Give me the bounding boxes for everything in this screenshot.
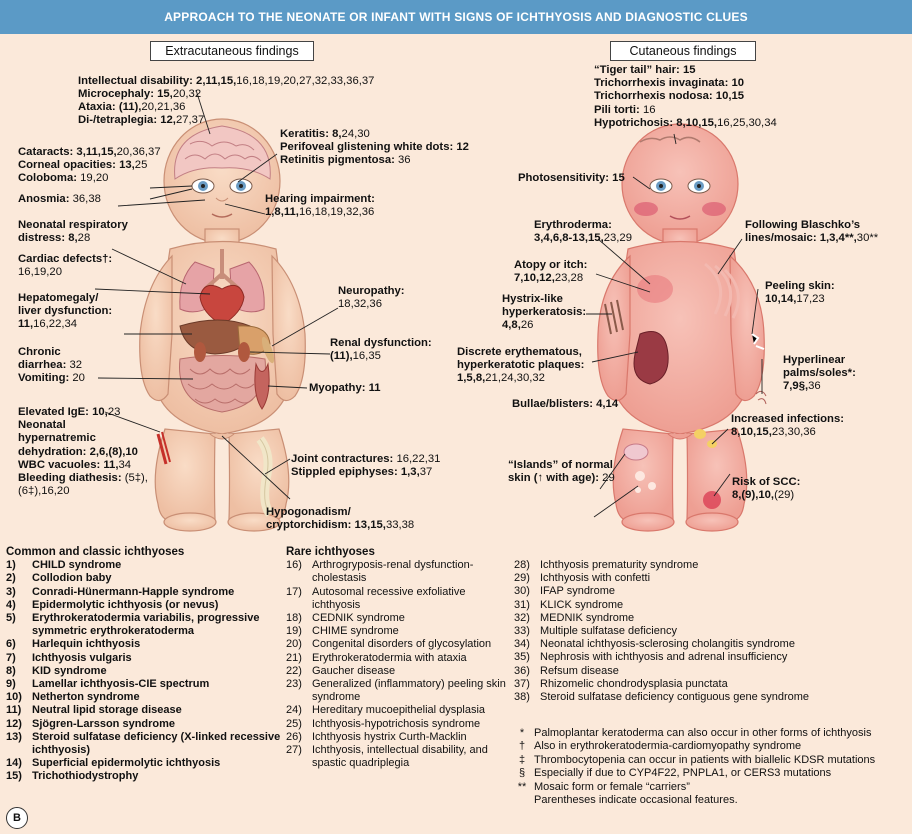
list-item: 14) Superficial epidermolytic ichthyosis: [6, 757, 221, 770]
list-item: 35) Nephrosis with ichthyosis and adrenal insufficiency: [514, 651, 788, 664]
list-item: 6) Harlequin ichthyosis: [6, 638, 141, 651]
label-microcephaly: Microcephaly: 15,20,32: [78, 88, 202, 100]
list-item: 21) Erythrokeratodermia with ataxia: [286, 651, 467, 664]
label-joint: Joint contractures: 16,22,31 Stippled epiphyses: 1,3,37: [291, 453, 441, 479]
label-hypogonadism: Hypogonadism/ cryptorchidism: 13,15,33,38: [266, 506, 415, 532]
list-item: 22) Gaucher disease: [286, 664, 396, 677]
label-keratitis: Keratitis: 8,24,30 Perifoveal glistening white dots: 12 Retinitis pigmentosa: 36: [280, 128, 469, 167]
panel-letter: B: [6, 807, 28, 829]
label-hair: “Tiger tail” hair: 15 Trichorrhexis invaginata: 10 Trichorrhexis nodosa: 10,15 Pili torti: 16 Hypotrichosis: 8,10,15,16,25,30,34: [594, 64, 777, 129]
list-item: 17) Autosomal recessive exfoliative ichthyosis: [286, 585, 466, 611]
list-item: 27) Ichthyosis, intellectual disability, and spastic quadriplegia: [286, 744, 488, 770]
list-item: 19) CHIME syndrome: [286, 625, 399, 638]
label-blaschko: Following Blaschko’s lines/mosaic: 1,3,4**,30**: [745, 219, 879, 245]
label-scc: Risk of SCC: 8,(9),10,(29): [732, 476, 801, 502]
label-atopy: Atopy or itch: 7,10,12,23,28: [514, 259, 588, 285]
list-item: 16) Arthrogryposis-renal dysfunction-cholestasis: [286, 559, 474, 585]
list-item: 32) MEDNIK syndrome: [514, 611, 635, 624]
list-item: 4) Epidermolytic ichthyosis (or nevus): [6, 598, 219, 611]
rare-ichthyoses-list-2: [514, 559, 909, 704]
label-renal: Renal dysfunction: (11),16,35: [330, 337, 432, 363]
rare-ichthyoses-list: [286, 546, 506, 770]
list-item: 24) Hereditary mucoepithelial dysplasia: [286, 704, 486, 717]
figure-title: APPROACH TO THE NEONATE OR INFANT WITH SIGNS OF ICHTHYOSIS AND DIAGNOSTIC CLUES: [0, 0, 912, 34]
label-hepatomegaly: Hepatomegaly/ liver dysfunction: 11,16,22,34: [18, 292, 113, 331]
label-cataracts: Cataracts: 3,11,15,20,36,37: [18, 146, 161, 158]
list-item: 28) Ichthyosis prematurity syndrome: [514, 559, 699, 571]
list-item: 29) Ichthyosis with confetti: [514, 572, 651, 585]
list-item: 10) Netherton syndrome: [6, 691, 140, 704]
cutaneous-heading: Cutaneous findings: [610, 41, 756, 61]
label-respiratory: Neonatal respiratory distress: 8,28: [18, 219, 128, 245]
list-item: 3) Conradi-Hünermann-Happle syndrome: [6, 585, 235, 598]
label-infections: Increased infections: 8,10,15,23,30,36: [731, 413, 845, 439]
label-diarrhea: Chronic diarrhea: 32 Vomiting: 20: [18, 346, 85, 385]
label-tetraplegia: Di-/tetraplegia: 12,27,37: [78, 114, 205, 126]
list-item: 9) Lamellar ichthyosis-CIE spectrum: [6, 678, 210, 691]
label-erythroderma: Erythroderma: 3,4,6,8-13,15,23,29: [534, 219, 632, 245]
common-ichthyoses-list: [6, 546, 281, 784]
footnote: † Also in erythrokeratodermia-cardiomyopathy syndrome: [518, 740, 802, 753]
label-plaques: Discrete erythematous, hyperkeratotic plaques: 1,5,8,21,24,30,32: [457, 346, 585, 385]
list-item: 7) Ichthyosis vulgaris: [6, 651, 132, 664]
footnote: § Especially if due to CYP4F22, PNPLA1, or CERS3 mutations: [518, 767, 832, 780]
list-item: 34) Neonatal ichthyosis-sclerosing cholangitis syndrome: [514, 638, 795, 651]
label-photosensitivity: Photosensitivity: 15: [518, 172, 625, 184]
rare-title: Rare ichthyoses: [286, 546, 375, 558]
label-hearing: Hearing impairment: 1,8,11,16,18,19,32,36: [265, 193, 375, 219]
footnote: ‡ Thrombocytopenia can occur in patients with biallelic KDSR mutations: [518, 753, 876, 766]
label-islands: “Islands” of normal skin (↑ with age): 29: [508, 459, 615, 485]
footnote: Parentheses indicate occasional features.: [534, 794, 738, 807]
list-item: 18) CEDNIK syndrome: [286, 612, 405, 625]
label-myopathy: Myopathy: 11: [309, 382, 381, 394]
list-item: 25) Ichthyosis-hypotrichosis syndrome: [286, 717, 481, 730]
list-item: 37) Rhizomelic chondrodysplasia punctata: [514, 677, 728, 690]
list-item: 8) KID syndrome: [6, 664, 107, 677]
list-item: 30) IFAP syndrome: [514, 585, 615, 598]
label-hystrix: Hystrix-like hyperkeratosis: 4,8,26: [502, 293, 587, 332]
footnotes: [510, 727, 910, 807]
list-item: 2) Collodion baby: [6, 572, 112, 585]
label-hyperlinear: Hyperlinear palms/soles*: 7,9§,36: [783, 354, 856, 393]
footnote: ** Mosaic form or female “carriers”: [517, 780, 690, 793]
list-item: 12) Sjögren-Larsson syndrome: [6, 717, 176, 730]
list-item: 38) Steroid sulfatase deficiency contiguous gene syndrome: [514, 691, 810, 704]
left-infant: [140, 119, 306, 531]
label-peeling: Peeling skin: 10,14,17,23: [765, 280, 835, 306]
list-item: 11) Neutral lipid storage disease: [6, 704, 182, 717]
list-item: 26) Ichthyosis hystrix Curth-Macklin: [286, 730, 467, 743]
label-ige-group: Elevated IgE: 10,23 Neonatal hypernatremic dehydration: 2,6,(8),10 WBC vacuoles: 11,34 Bleeding diathesis: (5‡), (6‡),16,20: [18, 406, 148, 498]
label-corneal: Corneal opacities: 13,25: [18, 159, 148, 171]
list-item: 33) Multiple sulfatase deficiency: [514, 625, 677, 638]
common-title: Common and classic ichthyoses: [6, 546, 185, 558]
list-item: 5) Erythrokeratodermia variabilis, progressive symmetric erythrokeratoderma: [6, 612, 260, 638]
list-item: 15) Trichothiodystrophy: [6, 770, 139, 783]
label-bullae: Bullae/blisters: 4,14: [512, 398, 619, 410]
list-item: 36) Refsum disease: [514, 664, 619, 677]
label-neuropathy: Neuropathy: 18,32,36: [338, 285, 405, 311]
list-item: 31) KLICK syndrome: [514, 598, 624, 611]
label-anosmia: Anosmia: 36,38: [18, 193, 101, 205]
label-ataxia: Ataxia: (11),20,21,36: [78, 101, 186, 113]
list-item: 13) Steroid sulfatase deficiency (X-linked recessive ichthyosis): [6, 730, 281, 757]
label-intellectual: Intellectual disability: 2,11,15,16,18,19,20,27,32,33,36,37: [78, 75, 375, 87]
footnote: * Palmoplantar keratoderma can also occur in other forms of ichthyosis: [519, 727, 872, 739]
label-cardiac: Cardiac defects†: 16,19,20: [18, 253, 113, 279]
extracutaneous-heading: Extracutaneous findings: [150, 41, 314, 61]
list-item: 1) CHILD syndrome: [6, 559, 122, 572]
label-coloboma: Coloboma: 19,20: [18, 172, 109, 184]
list-item: 20) Congenital disorders of glycosylation: [286, 638, 492, 651]
list-item: 23) Generalized (inflammatory) peeling skin syndrome: [286, 678, 506, 704]
